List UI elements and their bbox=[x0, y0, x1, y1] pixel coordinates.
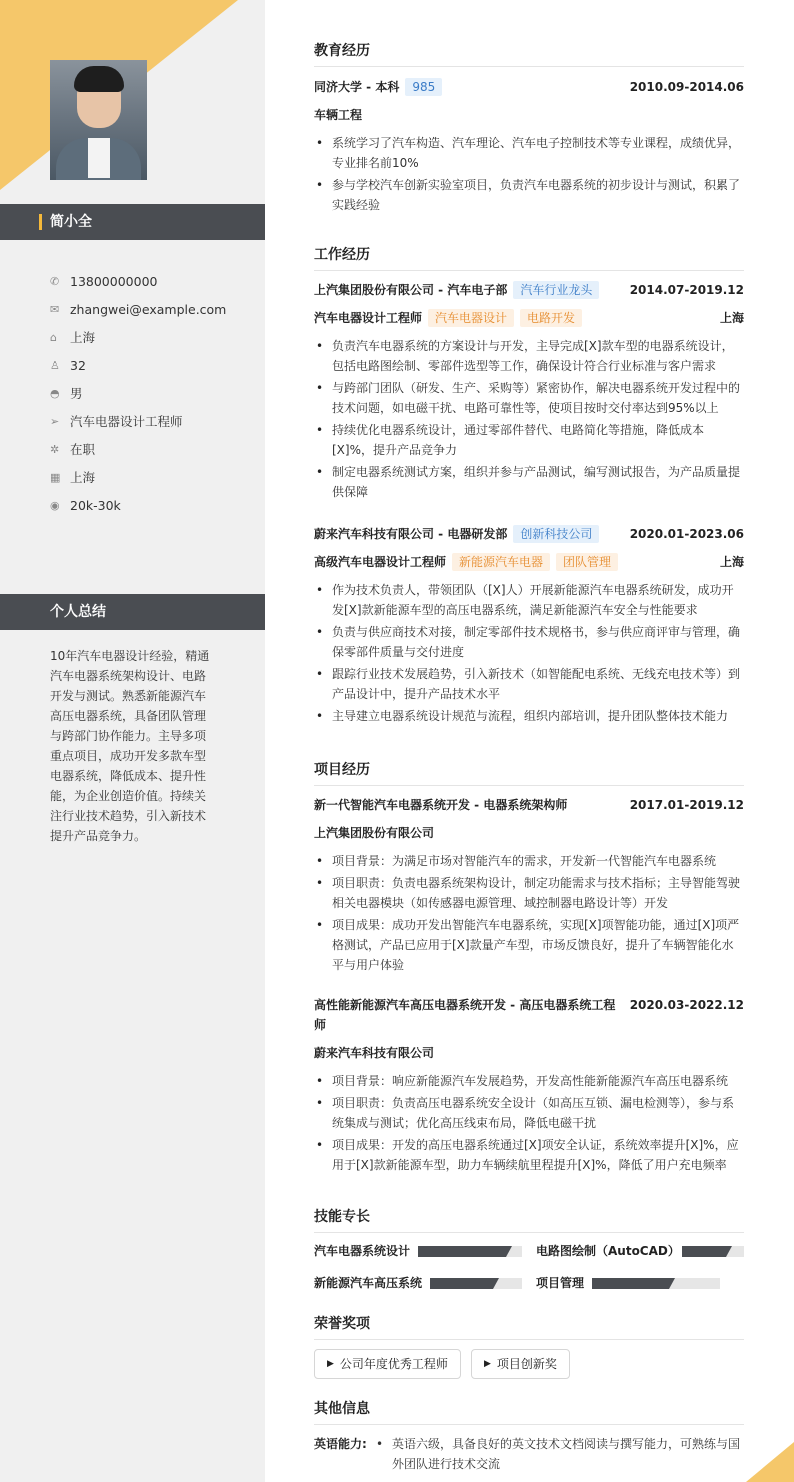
info-location: ⌂ 上海 bbox=[50, 324, 226, 352]
other-text: • 英语六级，具备良好的英文技术文档阅读与撰写能力，可熟练与国外团队进行技术交流 bbox=[374, 1434, 744, 1474]
job-1-date: 2014.07-2019.12 bbox=[629, 283, 744, 297]
job-2-position-row bbox=[314, 552, 744, 572]
phone-icon: ✆ bbox=[50, 275, 60, 288]
job-2-company-tag: 创新科技公司 bbox=[513, 525, 599, 543]
project-1-bullets bbox=[314, 851, 744, 977]
info-status: ✲ 在职 bbox=[50, 436, 226, 464]
skill-bar bbox=[418, 1246, 522, 1257]
job-2-date: 2020.01-2023.06 bbox=[629, 527, 744, 541]
skill-name: 电路图绘制（AutoCAD） bbox=[536, 1244, 680, 1258]
project-2-name: 高性能新能源汽车高压电器系统开发 - 高压电器系统工程师 bbox=[314, 998, 616, 1032]
skill-item bbox=[536, 1240, 744, 1262]
education-header bbox=[314, 77, 744, 97]
skill-item bbox=[536, 1272, 720, 1294]
info-title: ➢ 汽车电器设计工程师 bbox=[50, 408, 226, 436]
skill-item bbox=[314, 1272, 522, 1294]
job-1-city: 上海 bbox=[719, 311, 744, 325]
school-tag: 985 bbox=[405, 78, 442, 96]
job-2-header bbox=[314, 524, 744, 544]
award-chip[interactable] bbox=[471, 1349, 570, 1379]
education-bullets bbox=[314, 133, 744, 217]
list-item: • 系统学习了汽车构造、汽车理论、汽车电子控制技术等专业课程，成绩优异，专业排名前10% bbox=[314, 133, 744, 173]
project-1-header bbox=[314, 795, 744, 815]
sidebar bbox=[0, 0, 265, 1482]
send-icon: ➢ bbox=[50, 415, 60, 428]
education-date: 2010.09-2014.06 bbox=[629, 80, 744, 94]
info-age: ♙ 32 bbox=[50, 352, 226, 380]
job-2-tag: 团队管理 bbox=[556, 553, 618, 571]
list-item: • 负责与供应商技术对接，制定零部件技术规格书，参与供应商评审与管理，确保零部件质量与交付进度 bbox=[314, 622, 744, 662]
list-item: • 项目成果：成功开发出智能汽车电器系统，实现[X]项智能功能，通过[X]项严格测试，产品已应用于[X]款量产车型，市场反馈良好，提升了车辆智能化水平与用户体验 bbox=[314, 915, 744, 975]
job-1-position-row bbox=[314, 308, 744, 328]
other-label: 英语能力: bbox=[314, 1437, 367, 1451]
job-2-company: 蔚来汽车科技有限公司 - 电器研发部 bbox=[314, 527, 508, 541]
project-2-date: 2020.03-2022.12 bbox=[629, 998, 744, 1012]
info-salary: ◉ 20k-30k bbox=[50, 492, 226, 520]
skill-bar-fill bbox=[430, 1278, 493, 1289]
skill-name: 汽车电器系统设计 bbox=[314, 1244, 411, 1258]
education-major: 车辆工程 bbox=[314, 108, 363, 122]
section-education-title: 教育经历 bbox=[314, 40, 744, 67]
job-1-company: 上汽集团股份有限公司 - 汽车电子部 bbox=[314, 283, 508, 297]
list-item: • 跟踪行业技术发展趋势，引入新技术（如智能配电系统、无线充电技术等）到产品设计中，提升产品技术水平 bbox=[314, 664, 744, 704]
project-1-name: 新一代智能汽车电器系统开发 - 电器系统架构师 bbox=[314, 798, 568, 812]
info-phone: ✆ 13800000000 bbox=[50, 268, 226, 296]
skill-bar bbox=[682, 1246, 744, 1257]
info-gender: ◓ 男 bbox=[50, 380, 226, 408]
list-item: • 作为技术负责人，带领团队（[X]人）开展新能源汽车电器系统研发，成功开发[X]款新能源车型的高压电器系统，满足新能源汽车安全与性能要求 bbox=[314, 580, 744, 620]
skill-name: 项目管理 bbox=[536, 1276, 585, 1290]
job-1-header bbox=[314, 280, 744, 300]
list-item: • 制定电器系统测试方案，组织并参与产品测试，编写测试报告，为产品质量提供保障 bbox=[314, 462, 744, 502]
list-item: • 与跨部门团队（研发、生产、采购等）紧密协作，解决电器系统开发过程中的技术问题，如电磁干扰、电路可靠性等，使项目按时交付率达到95%以上 bbox=[314, 378, 744, 418]
job-1-tag: 电路开发 bbox=[520, 309, 582, 327]
list-item: • 项目背景：响应新能源汽车发展趋势，开发高性能新能源汽车高压电器系统 bbox=[314, 1071, 744, 1091]
building-icon: ▦ bbox=[50, 471, 61, 484]
award-label: 公司年度优秀工程师 bbox=[339, 1357, 448, 1371]
list-item: • 项目职责：负责电器系统架构设计，制定功能需求与技术指标；主导智能驾驶相关电器模块（如传感器电源管理、域控制器电路设计等）开发 bbox=[314, 873, 744, 913]
mail-icon: ✉ bbox=[50, 303, 60, 316]
skill-item bbox=[314, 1240, 522, 1262]
profile-name: 简小全 bbox=[0, 204, 265, 240]
info-target-city: ▦ 上海 bbox=[50, 464, 226, 492]
job-2-city: 上海 bbox=[719, 555, 744, 569]
award-label: 项目创新奖 bbox=[496, 1357, 557, 1371]
section-projects-title: 项目经历 bbox=[314, 759, 744, 786]
gender-icon: ◓ bbox=[50, 387, 60, 400]
project-1-company: 上汽集团股份有限公司 bbox=[314, 826, 435, 840]
project-2-header bbox=[314, 995, 744, 1035]
job-2-tag: 新能源汽车电器 bbox=[452, 553, 550, 571]
skill-name: 新能源汽车高压系统 bbox=[314, 1276, 423, 1290]
list-item: • 项目职责：负责高压电器系统安全设计（如高压互锁、漏电检测等），参与系统集成与测试；优化高压线束布局，降低电磁干扰 bbox=[314, 1093, 744, 1133]
list-item: • 参与学校汽车创新实验室项目，负责汽车电器系统的初步设计与测试，积累了实践经验 bbox=[314, 175, 744, 215]
home-icon: ⌂ bbox=[50, 331, 57, 344]
job-2-bullets bbox=[314, 580, 744, 728]
summary-text: 10年汽车电器设计经验，精通汽车电器系统架构设计、电路开发与测试。熟悉新能源汽车高压电器系统，具备团队管理与跨部门协作能力。主导多项重点项目，成功开发多款车型电器系统，降低成本、提升性能，为企业创造价值。持续关注行业技术趋势，引入新技术提升产品竞争力。 bbox=[50, 649, 210, 843]
section-awards-title: 荣誉奖项 bbox=[314, 1313, 744, 1340]
skill-bar bbox=[592, 1278, 720, 1289]
list-item: • 持续优化电器系统设计，通过零部件替代、电路简化等措施，降低成本[X]%，提升产品竞争力 bbox=[314, 420, 744, 460]
section-skills-title: 技能专长 bbox=[314, 1206, 744, 1233]
job-1-position: 汽车电器设计工程师 bbox=[314, 311, 423, 325]
project-2-company: 蔚来汽车科技有限公司 bbox=[314, 1046, 435, 1060]
corner-decoration-bottom bbox=[746, 1442, 794, 1482]
contact-info bbox=[50, 268, 226, 520]
list-item: • 项目成果：开发的高压电器系统通过[X]项安全认证，系统效率提升[X]%，应用于[X]款新能源车型，助力车辆续航里程提升[X]%，降低了用户充电频率 bbox=[314, 1135, 744, 1175]
salary-icon: ◉ bbox=[50, 499, 60, 512]
info-email: ✉ zhangwei@example.com bbox=[50, 296, 226, 324]
summary-title: 个人总结 bbox=[0, 594, 265, 630]
job-1-company-tag: 汽车行业龙头 bbox=[513, 281, 599, 299]
skill-bar bbox=[430, 1278, 522, 1289]
section-other-title: 其他信息 bbox=[314, 1398, 744, 1425]
avatar bbox=[50, 60, 147, 180]
play-icon: ▶ bbox=[484, 1359, 491, 1369]
status-icon: ✲ bbox=[50, 443, 60, 456]
job-1-bullets bbox=[314, 336, 744, 504]
job-2-position: 高级汽车电器设计工程师 bbox=[314, 555, 447, 569]
project-2-bullets bbox=[314, 1071, 744, 1177]
list-item: • 负责汽车电器系统的方案设计与开发，主导完成[X]款车型的电器系统设计，包括电路图绘制、零部件选型等工作，确保设计符合行业标准与客户需求 bbox=[314, 336, 744, 376]
list-item: • 项目背景：为满足市场对智能汽车的需求，开发新一代智能汽车电器系统 bbox=[314, 851, 744, 871]
section-work-title: 工作经历 bbox=[314, 244, 744, 271]
list-item: • 主导建立电器系统设计规范与流程，组织内部培训，提升团队整体技术能力 bbox=[314, 706, 744, 726]
skill-bar-fill bbox=[592, 1278, 669, 1289]
skill-bar-fill bbox=[418, 1246, 506, 1257]
award-chip[interactable] bbox=[314, 1349, 461, 1379]
play-icon: ▶ bbox=[327, 1359, 334, 1369]
project-1-date: 2017.01-2019.12 bbox=[629, 798, 744, 812]
job-1-tag: 汽车电器设计 bbox=[428, 309, 514, 327]
skill-bar-fill bbox=[682, 1246, 726, 1257]
age-icon: ♙ bbox=[50, 359, 60, 372]
school-name: 同济大学 - 本科 bbox=[314, 80, 400, 94]
